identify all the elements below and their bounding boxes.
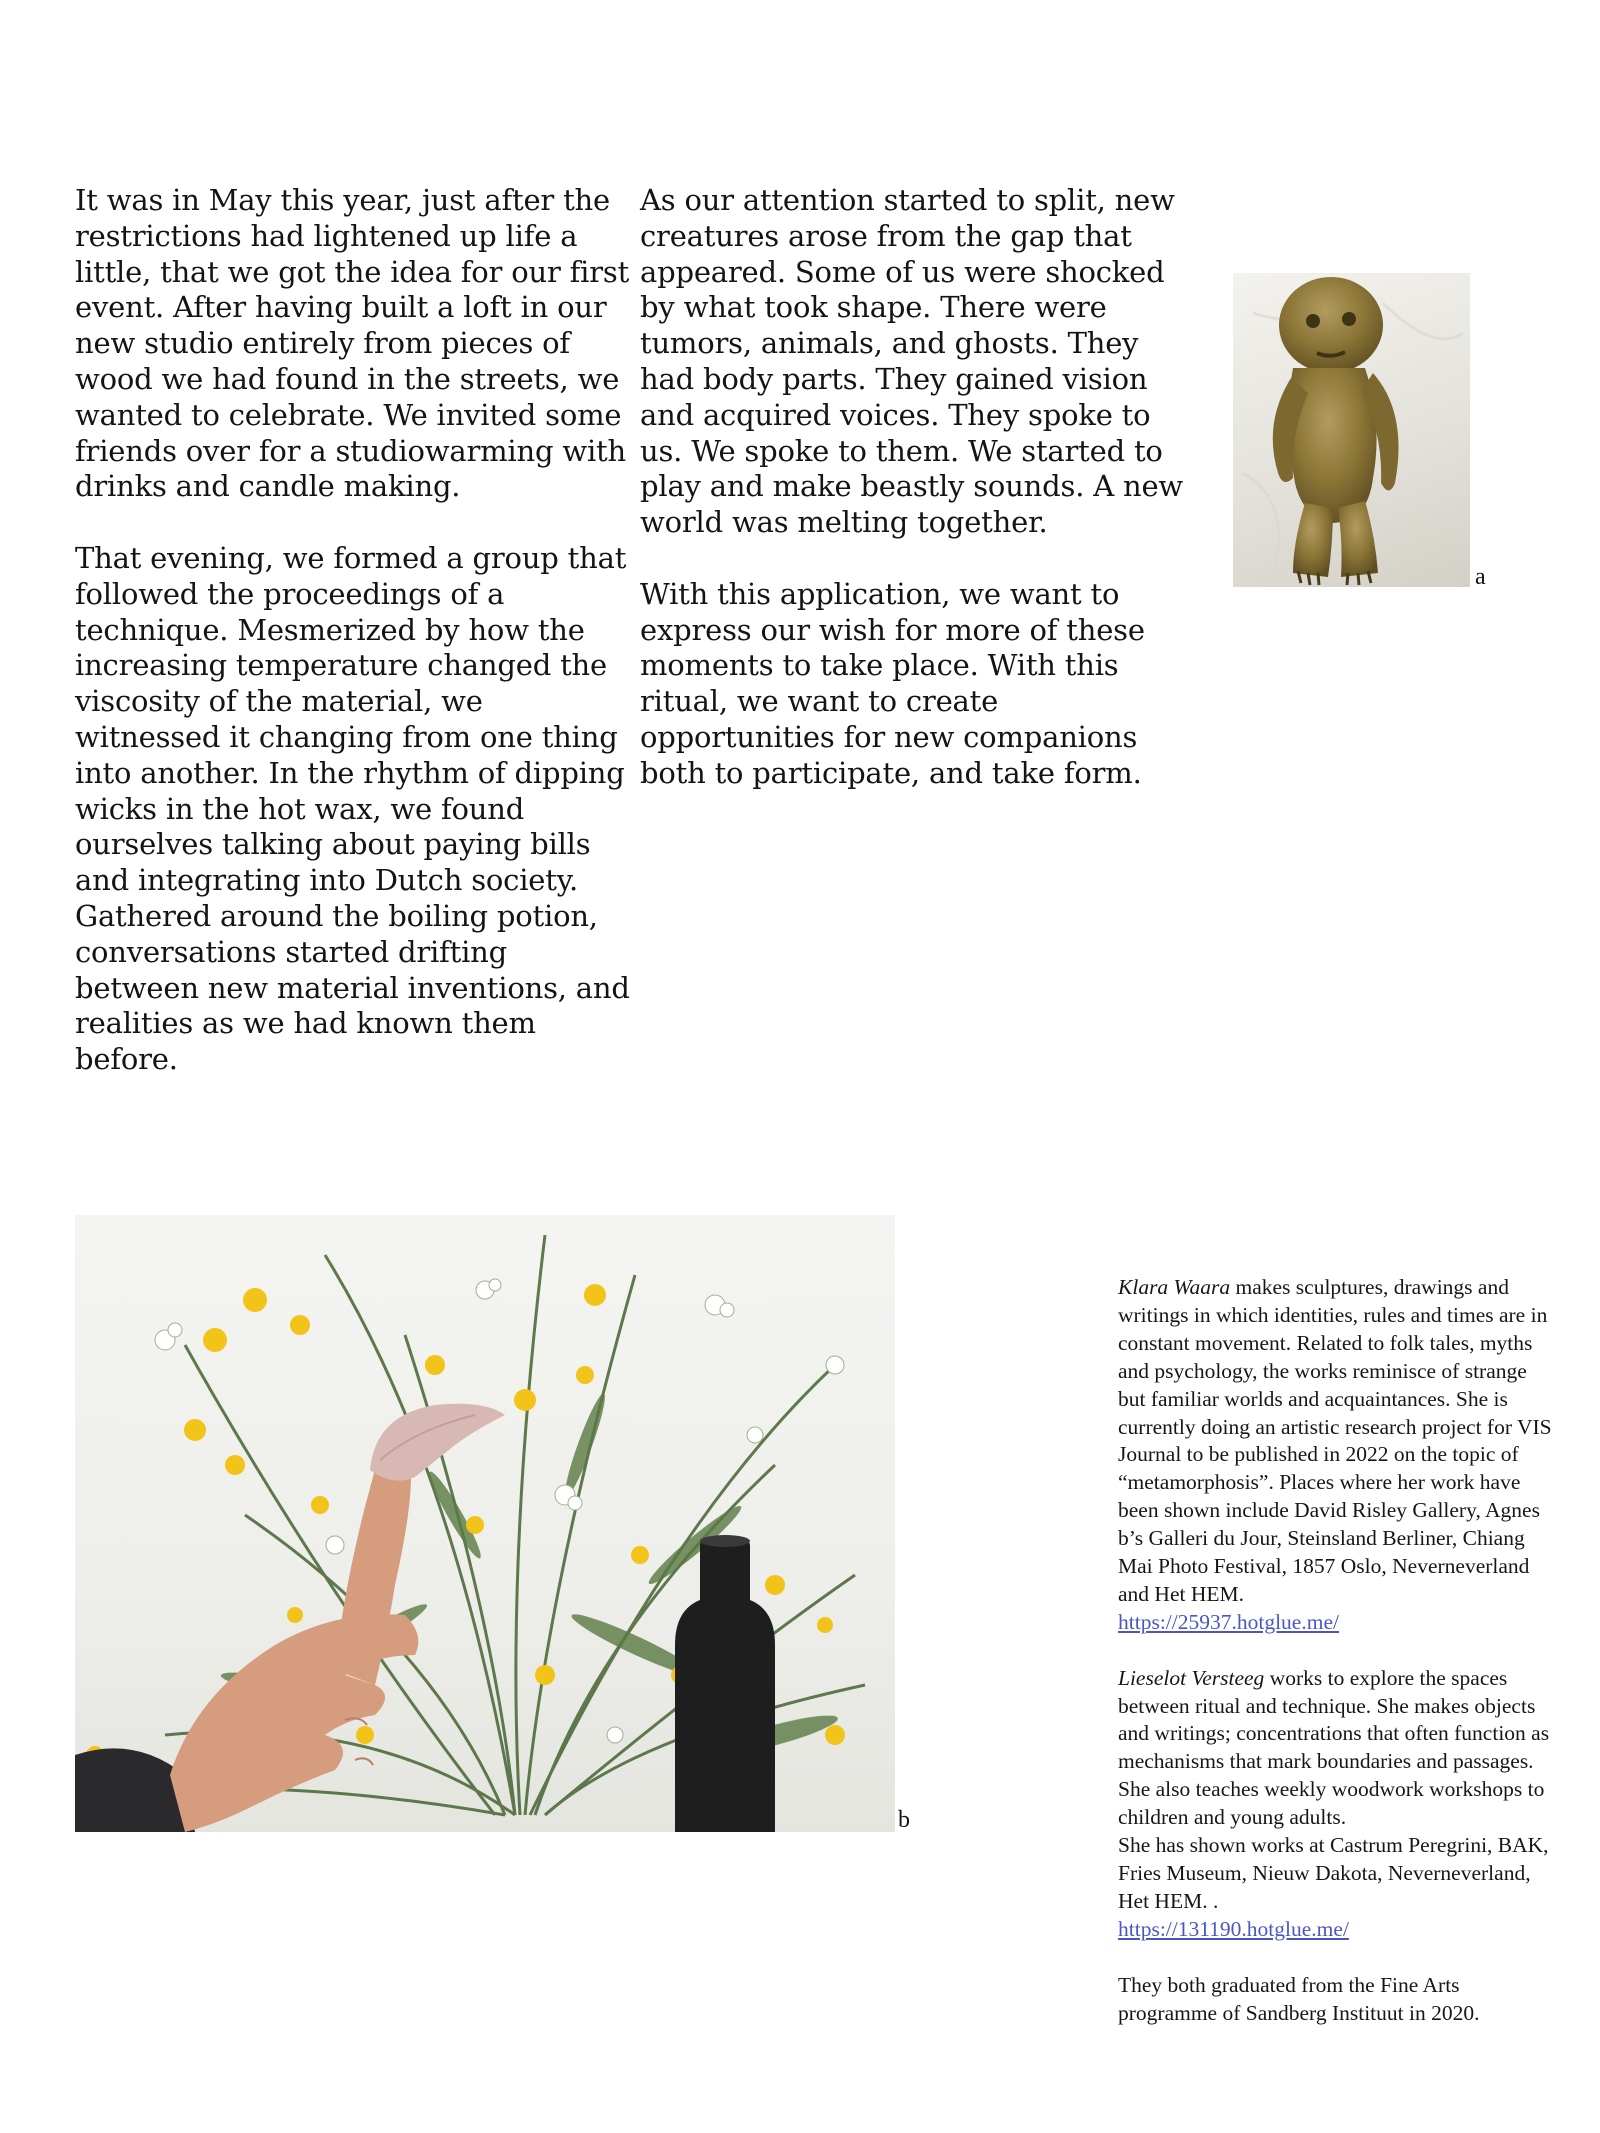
paragraph-new-creatures: As our attention started to split, new creatures arose from the gap that appeared. Some of us were shocked by what took shape. There were tumors, animals, and ghosts. They had body parts. They gained vision and acquired voices. They spoke to us. We spoke to them. We started to play and make beastly sounds. A new world was melting together. bbox=[640, 183, 1184, 540]
bio-lieselot-exhibitions: She has shown works at Castrum Peregrini, BAK, Fries Museum, Nieuw Dakota, Neverneverland, Het HEM. . bbox=[1118, 1833, 1549, 1913]
wax-figurine-photo bbox=[1233, 273, 1470, 587]
paragraph-application: With this application, we want to express our wish for more of these moments to take place. With this ritual, we want to create opportunities for new companions both to participate, and take form. bbox=[640, 576, 1145, 790]
link-lieselot-hotglue[interactable]: https://131190.hotglue.me/ bbox=[1118, 1916, 1349, 1941]
flowers-hand-illustration bbox=[75, 1215, 895, 1832]
figure-caption-b: b bbox=[898, 1807, 910, 1833]
text-column-right bbox=[640, 183, 1200, 827]
link-klara-hotglue[interactable]: https://25937.hotglue.me/ bbox=[1118, 1609, 1339, 1634]
paragraph-studiowarming: It was in May this year, just after the restrictions had lightened up life a little, that we got the idea for our first event. After having built a loft in our new studio entirely from pieces of wood we had found in the streets, we wanted to celebrate. We invited some friends over for a studiowarming with drinks and candle making. bbox=[75, 183, 630, 504]
text-column-left bbox=[75, 183, 635, 1114]
wax-figurine-illustration bbox=[1233, 273, 1470, 587]
flowers-and-hand-photo bbox=[75, 1215, 895, 1832]
paragraph-that-evening: That evening, we formed a group that followed the proceedings of a technique. Mesmerized by how the increasing temperature changed the viscosity of the material, we witnessed it changing from one thing into another. In the rhythm of dipping wicks in the hot wax, we found ourselves talking about paying bills and integrating into Dutch society. Gathered around the boiling potion, conversations started drifting between new material inventions, and realities as we had known them before. bbox=[75, 540, 630, 1077]
figure-caption-a: a bbox=[1475, 564, 1486, 590]
artist-bios bbox=[1118, 1274, 1558, 2055]
bio-lieselot-workshops: She also teaches weekly woodwork workshops to children and young adults. bbox=[1118, 1777, 1545, 1830]
artist-name-klara: Klara Waara bbox=[1118, 1275, 1231, 1299]
artist-name-lieselot: Lieselot Versteeg bbox=[1118, 1665, 1265, 1690]
bio-lieselot-versteeg bbox=[1118, 1665, 1558, 1944]
bio-klara-text: makes sculptures, drawings and writings in which identities, rules and times are in constant movement. Related to folk tales, myths and psychology, the works reminisce of strange but familiar worlds and acquaintances. She is currently doing an artistic research project for VIS Journal to be published in 2022 on the topic of “metamorphosis”. Places where her work have been shown include David Risley Gallery, Agnes b’s Galleri du Jour, Steinsland Berliner, Chiang Mai Photo Festival, 1857 Oslo, Neverneverland and Het HEM. bbox=[1118, 1275, 1552, 1606]
bio-closing: They both graduated from the Fine Arts programme of Sandberg Instituut in 2020. bbox=[1118, 1972, 1480, 2025]
bio-klara-waara bbox=[1118, 1274, 1558, 1637]
bio-lieselot-text: works to explore the spaces between ritual and technique. She makes objects and writings; concentrations that often function as mechanisms that mark boundaries and passages. bbox=[1118, 1665, 1550, 1774]
